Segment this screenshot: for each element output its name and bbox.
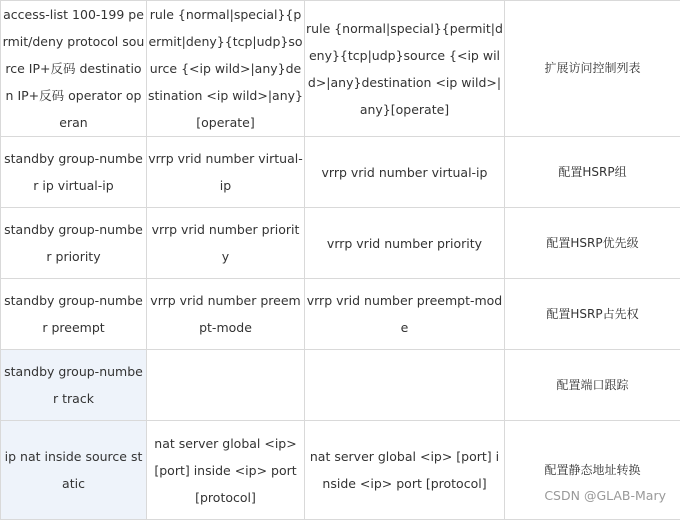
description-cell: 配置静态地址转换 [505,421,680,520]
h3c-command-cell: rule {normal|special}{permit|deny}{tcp|udp}source {<ip wild>|any}destination <ip wild>|any}[operate] [147,1,305,137]
cisco-command-cell: standby group-number ip virtual-ip [1,137,147,208]
huawei-command-cell: vrrp vrid number preempt-mode [305,279,505,350]
table-row [1,279,680,350]
h3c-command-cell: nat server global <ip> [port] inside <ip> port [protocol] [147,421,305,520]
huawei-command-cell: rule {normal|special}{permit|deny}{tcp|udp}source {<ip wild>|any}destination <ip wild>|any}[operate] [305,1,505,137]
csdn-watermark: CSDN @GLAB-Mary [544,488,666,503]
cisco-command-cell: standby group-number priority [1,208,147,279]
cisco-command-cell: standby group-number track [1,350,147,421]
table-row [1,421,680,520]
cisco-command-cell: ip nat inside source static [1,421,147,520]
description-cell: 扩展访问控制列表 [505,1,680,137]
description-cell: 配置HSRP组 [505,137,680,208]
h3c-command-cell: vrrp vrid number virtual-ip [147,137,305,208]
h3c-command-cell [147,350,305,421]
table-row [1,1,680,137]
h3c-command-cell: vrrp vrid number priority [147,208,305,279]
description-cell: 配置HSRP优先级 [505,208,680,279]
description-cell: 配置端口跟踪 [505,350,680,421]
table-row [1,208,680,279]
description-cell: 配置HSRP占先权 [505,279,680,350]
huawei-command-cell: nat server global <ip> [port] inside <ip> port [protocol] [305,421,505,520]
h3c-command-cell: vrrp vrid number preempt-mode [147,279,305,350]
huawei-command-cell: vrrp vrid number priority [305,208,505,279]
table-row [1,350,680,421]
cisco-command-cell: access-list 100-199 permit/deny protocol source IP+反码 destination IP+反码 operator operan [1,1,147,137]
huawei-command-cell [305,350,505,421]
table-row [1,137,680,208]
huawei-command-cell: vrrp vrid number virtual-ip [305,137,505,208]
cisco-command-cell: standby group-number preempt [1,279,147,350]
